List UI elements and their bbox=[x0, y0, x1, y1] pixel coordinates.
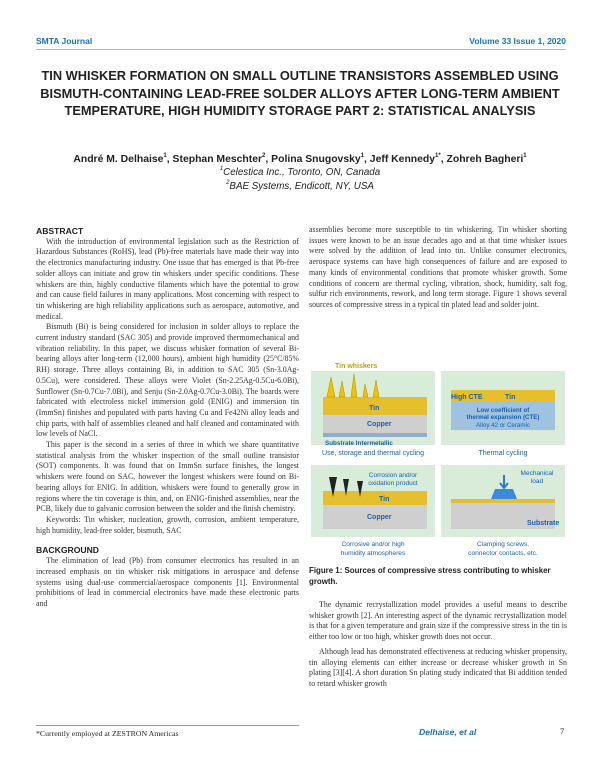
affiliation-2 bbox=[20, 181, 580, 192]
keywords: Keywords: Tin whisker, nucleation, growth, corrosion, ambient temperature, high humidity, lead-free solder, bismuth, SAC bbox=[36, 514, 299, 535]
affiliation-1 bbox=[20, 167, 580, 178]
panel-caption-2: connector contacts, etc. bbox=[468, 550, 538, 557]
volume-info: Volume 33 Issue 1, 2020 bbox=[469, 36, 566, 46]
footnote-rule bbox=[36, 725, 299, 726]
author-separator: , bbox=[440, 154, 447, 165]
panel-corrosion bbox=[311, 465, 435, 557]
panel-caption-2: humidity atmospheres bbox=[340, 550, 406, 557]
body-paragraph: Although lead has demonstrated effectiveness at reducing whisker propensity, tin alloying elements can either increase or decrease whisker growth in Sn plating [3][4]. A short duration Sn plating study indicated that Bi addition tended to retard whisker growth bbox=[309, 646, 567, 688]
author-name: Polina Snugovsky bbox=[271, 154, 361, 165]
corrosion-label-1: Corrosion and/or bbox=[368, 472, 418, 479]
tin-layer bbox=[451, 499, 555, 503]
substrate-label: Substrate Intermetallic bbox=[325, 440, 393, 447]
affiliation-text: Celestica Inc., Toronto, ON, Canada bbox=[223, 167, 381, 178]
paper-title: TIN WHISKER FORMATION ON SMALL OUTLINE TRANSISTORS ASSEMBLED USING BISMUTH-CONTAINING LEAD-FREE SOLDER ALLOYS AFTER LONG-TERM AMBIENT TEMPERATURE, HIGH HUMIDITY STORAGE PART 2: STATISTICAL ANALYSIS bbox=[40, 68, 560, 118]
panel-caption-1: Clamping screws, bbox=[476, 541, 530, 548]
author-affil-mark: 2 bbox=[262, 153, 266, 159]
author-separator: , bbox=[364, 154, 370, 165]
header-rule bbox=[36, 49, 566, 50]
corrosion-label-2: oxidation product bbox=[368, 480, 418, 487]
abstract-paragraph: This paper is the second in a series of three in which we share quantitative statistical analysis from the whisker inspection of the small outline transistor (SOT) components. It was found that on ImmSn surface finishes, the longest whiskers were found on SAC, however the longest whiskers were found on Bi-bearing alloys for ENIG. In addition, whiskers were found to generally grow in regions where the tin coverage is thin, and, on ENIG-finished assemblies, near the PCB, likely due to galvanic corrosion between the solder and the finish chemistry. bbox=[36, 440, 299, 514]
mechanical-label-1: Mechanical bbox=[520, 470, 554, 477]
panel-caption: Use, storage and thermal cycling bbox=[322, 450, 424, 457]
panel-thermal-cycling bbox=[441, 371, 565, 457]
left-column bbox=[36, 226, 299, 610]
tin-layer bbox=[323, 491, 427, 505]
copper-label: Copper bbox=[367, 421, 392, 428]
abstract-paragraph: Bismuth (Bi) is being considered for inclusion in solder alloys to replace the current industry standard (SAC 305) and provide improved thermomechanical and vibration reliability. In this paper, we discuss whisker formation of several Bi-bearing alloys after long-term (12,000 hours), ambient high humidity (25°C/85% RH) storage. Three alloys containing Bi, in addition to SAC 305 (Sn-3.0Ag-0.5Cu), were considered. These alloys were Violet (Sn-2.25Ag-0.5Cu-6.0Bi), Sunflower (Sn-0.7Cu-7.0Bi), and Senju (Sn-2.0Ag-0.7Cu-3.0Bi). The boards were fabricated with electroless nickel immersion gold (ENIG) and immersion tin (ImmSn) finishes and populated with parts having Cu and Fe42Ni alloy leads and chip parts, with half of assemblies cleaned and half cleaned and contaminated with low levels of NaCl. bbox=[36, 322, 299, 439]
whisker-label: Tin whiskers bbox=[335, 363, 378, 370]
panel-caption-1: Corrosive and/or high bbox=[341, 541, 405, 548]
tin-label: Tin bbox=[505, 394, 516, 401]
panel-mechanical-load bbox=[441, 465, 565, 557]
load-clamp bbox=[491, 489, 517, 499]
copper-label: Copper bbox=[367, 514, 392, 521]
intermetallic-layer bbox=[323, 433, 427, 437]
tin-label: Tin bbox=[379, 496, 390, 503]
author-list bbox=[20, 154, 580, 165]
author-name: Jeff Kennedy bbox=[369, 154, 436, 165]
background-paragraph: The elimination of lead (Pb) from consumer electronics has resulted in an increased emphasis on tin whisker risk mitigations in aerospace and defense systems using dual-use commercial/aerospace components [1]. Environmental prohibitions of lead in commercial electronics have made these electronic parts and bbox=[36, 556, 299, 608]
mechanical-label-2: load bbox=[530, 478, 544, 485]
author-affil-mark: 1 bbox=[163, 153, 167, 159]
alloy-label: Alloy 42 or Ceramic bbox=[476, 422, 530, 429]
high-cte-label: High CTE bbox=[451, 394, 483, 401]
affiliation-number: 2 bbox=[226, 180, 230, 186]
footnote: *Currently employed at ZESTRON Americas bbox=[36, 729, 179, 738]
abstract-heading: ABSTRACT bbox=[36, 226, 84, 236]
journal-name: SMTA Journal bbox=[36, 36, 93, 46]
tin-label: Tin bbox=[369, 405, 380, 412]
abstract-paragraph: With the introduction of environmental legislation such as the Restriction of Hazardous Substances (RoHS), lead (Pb)-free materials have made their way into the electronics manufacturing industry. One issue that has emerged is that Pb-free solder alloys can initiate and grow tin whiskers under specific conditions. These whiskers are thin, highly conductive filaments which have the potential to grow and can cause field failures in many applications. Most concerning with respect to tin whiskering are high reliability applications such as aerospace, automotive, and medical. bbox=[36, 236, 299, 321]
author-affil-mark: 1 bbox=[360, 153, 365, 159]
page-number: 7 bbox=[560, 727, 565, 736]
substrate-label: Substrate bbox=[527, 520, 560, 527]
author-separator: , bbox=[265, 154, 272, 165]
author-name: Zohreh Bagheri bbox=[446, 154, 524, 165]
author-name: André M. Delhaise bbox=[73, 154, 164, 165]
figure-caption: Figure 1: Sources of compressive stress contributing to whisker growth. bbox=[309, 566, 551, 586]
figure-1 bbox=[309, 353, 567, 561]
right-column-bottom bbox=[309, 600, 567, 690]
author-name: Stephan Meschter bbox=[172, 154, 263, 165]
right-column-top bbox=[309, 225, 567, 311]
low-cte-label-2: thermal expansion (CTE) bbox=[466, 414, 540, 421]
running-author: Delhaise, et al bbox=[419, 727, 477, 737]
affiliation-number: 1 bbox=[219, 166, 224, 172]
affiliation-text: BAE Systems, Endicott, NY, USA bbox=[229, 181, 374, 192]
panel-caption: Thermal cycling bbox=[478, 450, 528, 457]
background-heading: BACKGROUND bbox=[36, 545, 100, 556]
author-affil-mark: 1 bbox=[523, 153, 527, 159]
body-paragraph: The dynamic recrystallization model provides a useful means to describe whisker growth [2]. An interesting aspect of the dynamic recrystallization model is that for a given temperature and grain size if the compressive stress in the tin is either too low or too high, whisker growth does not occur. bbox=[309, 600, 567, 642]
author-affil-mark: 1* bbox=[435, 153, 441, 159]
panel-use-storage bbox=[311, 363, 435, 457]
background-paragraph-continued: assemblies become more susceptible to tin whiskering. Tin whisker shorting issues were known to be an issue decades ago and at that time whisker issues were solved by the addition of lead into tin. Unlike consumer electronics, aerospace systems can have high consequences of failure and are exposed to many kinds of environmental conditions that promote whisker growth. Some conditions of concern are thermal cycling, vibration, shock, humidity, salt fog, sulfur rich environments, rework, and long term storage. Figure 1 shows several sources of compressive stress in a typical tin plated lead and solder joint. bbox=[309, 225, 567, 309]
low-cte-label-1: Low coefficient of bbox=[476, 407, 530, 414]
author-separator: , bbox=[166, 154, 173, 165]
